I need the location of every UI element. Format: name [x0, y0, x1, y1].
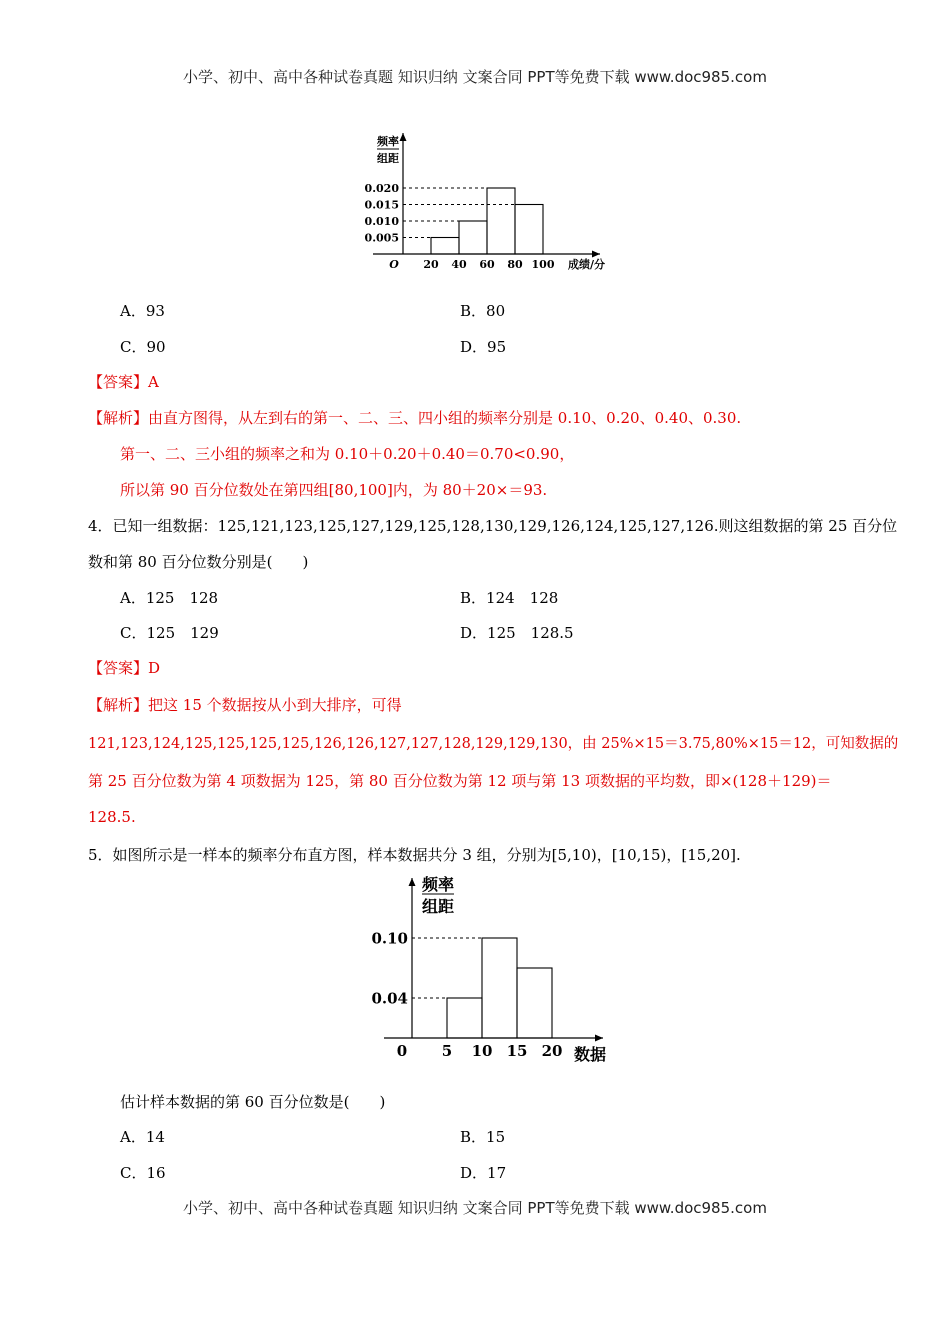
q3-option-d[interactable]: D．95 [460, 338, 507, 356]
q4-analysis-line-1 [88, 694, 402, 715]
y-tick-label: 0.10 [371, 929, 408, 948]
q4-option-a[interactable]: A．125 128 [120, 589, 219, 607]
x-tick-label: 10 [471, 1042, 493, 1060]
y-tick-label: 0.015 [364, 198, 399, 212]
page-header: 小学、初中、高中各种试卷真题 知识归纳 文案合同 PPT等免费下载 www.doc985.com [183, 68, 767, 86]
histogram-bar [487, 188, 515, 254]
y-axis-arrow [400, 133, 407, 141]
histogram-chart-1 [360, 128, 630, 278]
q4-stem-line-1: 4．已知一组数据：125,121,123,125,127,129,125,128,130,129,126,124,125,127,126.则这组数据的第 25 百分位 [88, 517, 898, 535]
y-tick-label: 0.020 [364, 181, 399, 195]
histogram-bar [515, 205, 543, 255]
x-tick-label: 60 [479, 258, 495, 271]
x-tick-label: 100 [531, 258, 555, 271]
q4-analysis-tag: 【解析】 [88, 696, 149, 714]
q4-answer-value: D [148, 659, 161, 677]
y-tick-label: 0.010 [364, 214, 399, 228]
x-axis-arrow [595, 1035, 603, 1042]
histogram-bar [431, 238, 459, 255]
histogram-chart-2 [360, 872, 620, 1067]
x-axis-arrow [592, 251, 600, 258]
histogram-bar [517, 968, 552, 1038]
y-label-top: 频率 [421, 875, 455, 894]
q4-option-d[interactable]: D．125 128.5 [460, 624, 574, 642]
q4-answer [88, 657, 160, 678]
x-label: 成绩/分 [568, 258, 606, 271]
x-label: 数据 [574, 1045, 607, 1064]
q5-option-d[interactable]: D．17 [460, 1164, 507, 1182]
histogram-bar [447, 998, 482, 1038]
q3-option-a[interactable]: A．93 [120, 302, 165, 320]
q4-option-b[interactable]: B．124 128 [460, 589, 559, 607]
histogram-bar [482, 938, 517, 1038]
q4-answer-tag: 【答案】 [88, 659, 149, 677]
q5-stem: 5．如图所示是一样本的频率分布直方图，样本数据共分 3 组，分别为[5,10)，[10,15)，[15,20]. [88, 846, 741, 864]
y-axis-arrow [409, 878, 416, 886]
x-tick-label: 20 [541, 1042, 563, 1060]
q5-question: 估计样本数据的第 60 百分位数是( ) [120, 1093, 386, 1111]
y-label-bottom: 组距 [377, 152, 399, 165]
q4-analysis-line-2: 121,123,124,125,125,125,125,126,126,127,127,128,129,129,130，由 25%×15＝3.75,80%×15＝12，可知数据的 [88, 736, 899, 752]
q3-analysis-line-2: 第一、二、三小组的频率之和为 0.10＋0.20＋0.40＝0.70<0.90， [120, 445, 575, 463]
x-tick-label: 40 [451, 258, 467, 271]
q3-analysis-line-1 [88, 407, 741, 428]
origin-label: 0 [396, 1042, 408, 1060]
q3-answer [88, 371, 159, 392]
q3-option-b[interactable]: B．80 [460, 302, 506, 320]
y-tick-label: 0.04 [371, 989, 408, 1008]
x-tick-label: 5 [441, 1042, 453, 1060]
origin-label: O [389, 258, 399, 271]
x-tick-label: 15 [506, 1042, 528, 1060]
page-footer: 小学、初中、高中各种试卷真题 知识归纳 文案合同 PPT等免费下载 www.doc985.com [183, 1199, 767, 1217]
q4-analysis-line-3: 第 25 百分位数为第 4 项数据为 125，第 80 百分位数为第 12 项与第 13 项数据的平均数，即×(128＋129)＝ [88, 772, 832, 790]
q3-option-c[interactable]: C．90 [120, 338, 166, 356]
q4-analysis-line-4: 128.5. [88, 808, 136, 826]
q3-analysis-tag: 【解析】 [88, 409, 149, 427]
x-tick-label: 80 [507, 258, 523, 271]
q4-option-c[interactable]: C．125 129 [120, 624, 219, 642]
y-tick-label: 0.005 [364, 231, 399, 245]
q3-analysis-text-1: 由直方图得，从左到右的第一、二、三、四小组的频率分别是 0.10、0.20、0.40、0.30. [148, 409, 742, 427]
q5-option-c[interactable]: C．16 [120, 1164, 166, 1182]
y-label-bottom: 组距 [421, 897, 455, 916]
x-tick-label: 20 [423, 258, 439, 271]
q4-analysis-text-1: 把这 15 个数据按从小到大排序，可得 [148, 696, 402, 714]
q3-answer-value: A [148, 373, 159, 391]
q5-option-b[interactable]: B．15 [460, 1128, 506, 1146]
y-label-top: 频率 [377, 135, 399, 148]
q4-stem-line-2: 数和第 80 百分位数分别是( ) [88, 553, 309, 571]
q5-option-a[interactable]: A．14 [120, 1128, 165, 1146]
q3-analysis-line-3: 所以第 90 百分位数处在第四组[80,100]内，为 80＋20×＝93. [120, 481, 548, 499]
q3-answer-tag: 【答案】 [88, 373, 149, 391]
histogram-bar [459, 221, 487, 254]
